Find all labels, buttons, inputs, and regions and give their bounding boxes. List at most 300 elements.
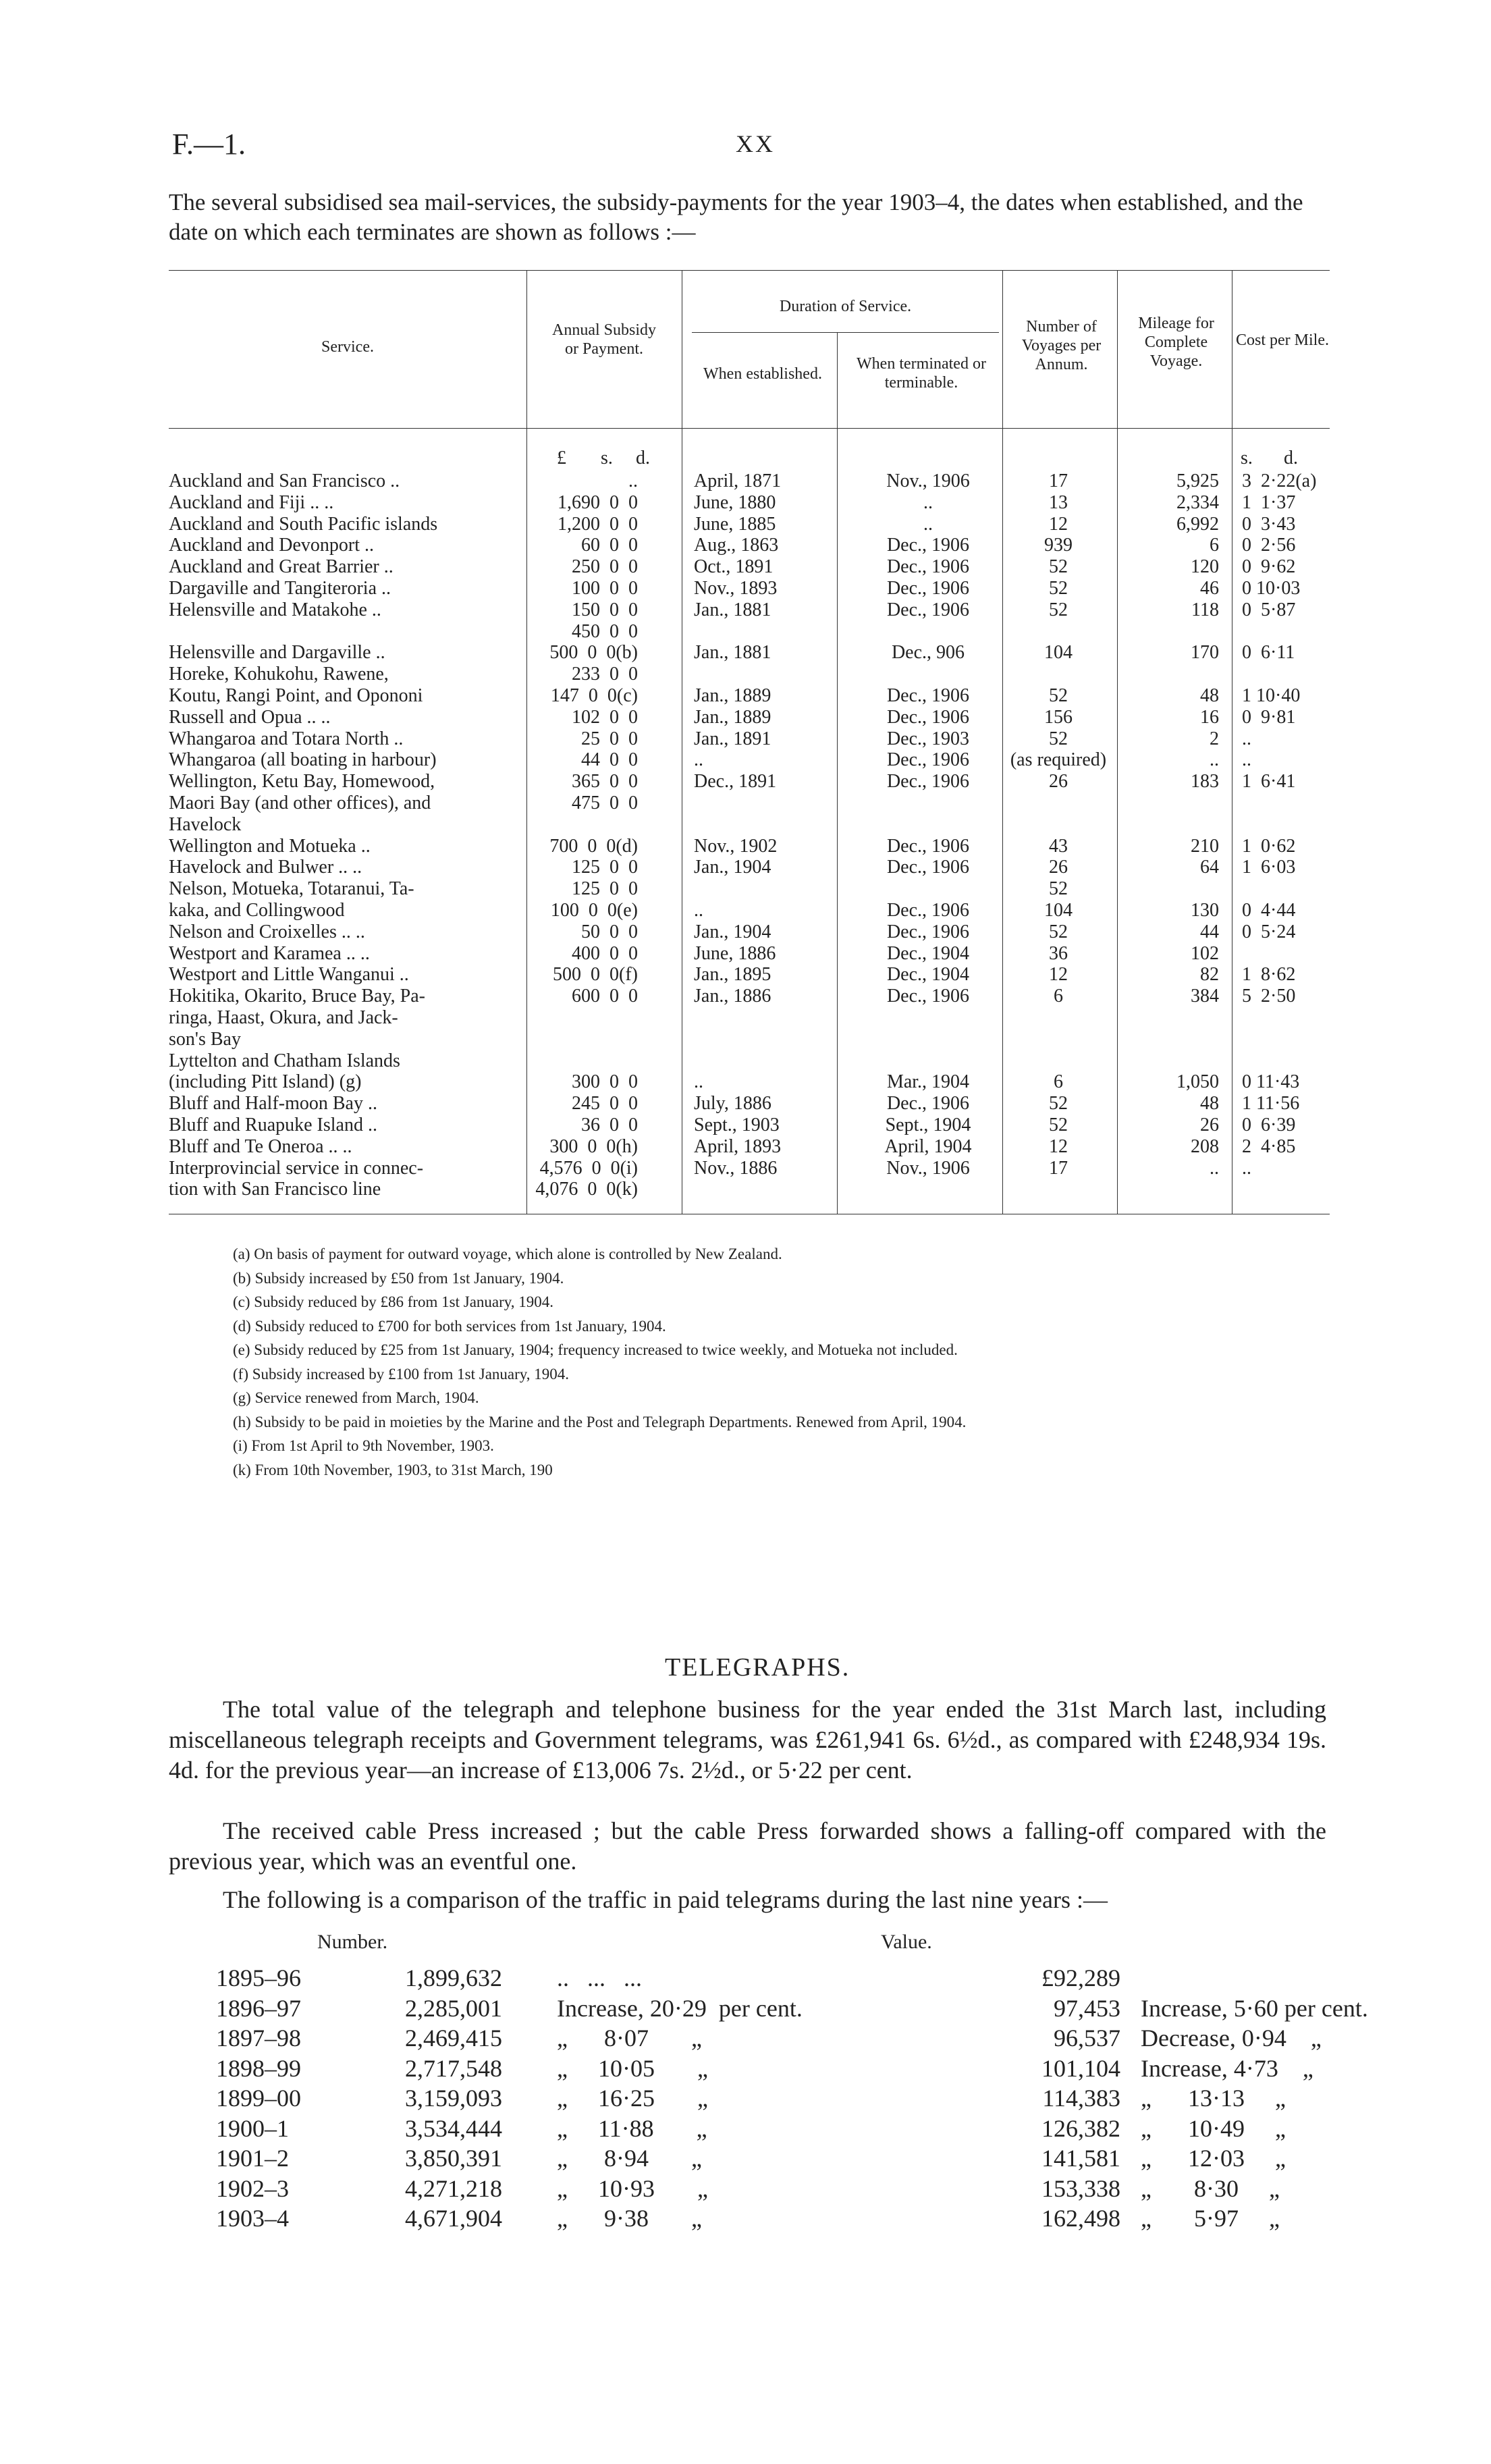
cell-voyages: 17 <box>1049 1157 1068 1179</box>
traffic-year: 1898–99 <box>216 2054 301 2082</box>
traffic-value: 101,104 <box>1041 2054 1120 2082</box>
cell-voyages: 52 <box>1049 1115 1068 1135</box>
cell-subsidy: 600 0 0 <box>572 986 638 1007</box>
traffic-change: „ 16·25 „ <box>557 2085 708 2112</box>
cell-subsidy: 102 0 0 <box>572 706 638 728</box>
cell-service: kaka, and Collingwood <box>169 900 345 921</box>
traffic-number: 1,899,632 <box>405 1964 502 1991</box>
cell-mileage: 16 <box>1200 706 1219 728</box>
cell-terminated: Dec., 1906 <box>886 749 970 771</box>
cell-voyages: 43 <box>1049 835 1068 857</box>
traffic-value: 96,537 <box>1054 2025 1120 2052</box>
cell-cost: 3 2·22(a) <box>1242 471 1317 491</box>
cell-subsidy: 300 0 0 <box>572 1071 638 1093</box>
cell-established: Nov., 1893 <box>694 578 778 599</box>
cell-established: Jan., 1904 <box>694 857 771 878</box>
footnote: (c) Subsidy reduced by £86 from 1st January, 1904. <box>233 1293 554 1310</box>
traffic-number: 3,534,444 <box>405 2114 502 2142</box>
cell-mileage: 46 <box>1200 578 1219 599</box>
cell-voyages: 12 <box>1049 513 1068 535</box>
cell-service: Westport and Karamea .. .. <box>169 942 370 964</box>
cell-established: Jan., 1889 <box>694 706 771 728</box>
cell-terminated: Dec., 1906 <box>886 578 970 599</box>
cell-service: ringa, Haast, Okura, and Jack- <box>169 1007 398 1028</box>
cell-subsidy: 147 0 0(c) <box>550 685 638 706</box>
cell-mileage: 170 <box>1191 642 1219 664</box>
traffic-vchange: „ 5·97 „ <box>1141 2205 1280 2232</box>
cell-established: April, 1893 <box>694 1135 782 1157</box>
traffic-number: 4,671,904 <box>405 2205 502 2232</box>
cell-mileage: 210 <box>1191 835 1219 857</box>
table-row <box>169 534 1330 557</box>
cell-terminated: Dec., 1906 <box>886 900 970 921</box>
cell-subsidy: 500 0 0(b) <box>549 642 638 664</box>
cell-terminated: Dec., 1906 <box>886 986 970 1007</box>
footnote: (b) Subsidy increased by £50 from 1st January, 1904. <box>233 1269 564 1287</box>
cell-cost: 5 2·50 <box>1242 986 1296 1007</box>
cell-terminated: Dec., 1906 <box>886 857 970 878</box>
cell-terminated: Nov., 1906 <box>886 471 970 491</box>
traffic-year: 1895–96 <box>216 1964 301 1991</box>
table-row <box>169 963 1330 986</box>
header-cost: Cost per Mile. <box>1236 331 1329 349</box>
table-row <box>169 641 1330 664</box>
traffic-year: 1902–3 <box>216 2174 289 2202</box>
table-row <box>169 1071 1330 1094</box>
cell-voyages: 939 <box>1044 535 1073 556</box>
cell-subsidy: 475 0 0 <box>572 793 638 813</box>
table-row <box>169 1114 1330 1137</box>
cell-service: Auckland and Great Barrier .. <box>169 556 394 578</box>
traffic-vchange: „ 12·03 „ <box>1141 2145 1286 2172</box>
table-row <box>169 663 1330 686</box>
traffic-value: 153,338 <box>1041 2174 1120 2202</box>
cell-voyages: 52 <box>1049 578 1068 599</box>
traffic-number: 3,159,093 <box>405 2085 502 2112</box>
cell-subsidy: .. <box>628 471 638 491</box>
cell-established: .. <box>694 1071 703 1093</box>
cell-mileage: 82 <box>1200 964 1219 986</box>
cell-service: Havelock <box>169 813 242 835</box>
cell-service: Helensville and Matakohe .. <box>169 599 381 620</box>
traffic-year: 1896–97 <box>216 1994 301 2022</box>
header-established: When established. <box>703 365 822 383</box>
cell-mileage: 118 <box>1191 599 1219 620</box>
footnote: (k) From 10th November, 1903, to 31st March, 190 <box>233 1461 553 1478</box>
cell-service: Nelson, Motueka, Totaranui, Ta- <box>169 878 414 900</box>
traffic-number: 2,717,548 <box>405 2054 502 2082</box>
cell-service: Horeke, Kohukohu, Rawene, <box>169 664 389 685</box>
cell-subsidy: 25 0 0 <box>581 728 638 749</box>
cell-service: Hokitika, Okarito, Bruce Bay, Pa- <box>169 986 425 1007</box>
cell-service: Wellington and Motueka .. <box>169 835 371 857</box>
cell-terminated: Dec., 1906 <box>886 556 970 578</box>
cell-subsidy: 4,076 0 0(k) <box>535 1179 638 1200</box>
traffic-change: .. ... ... <box>557 1964 642 1991</box>
table-row <box>169 728 1330 751</box>
cell-terminated: April, 1904 <box>884 1135 972 1157</box>
header-subsidy: Annual Subsidy or Payment. <box>551 321 656 358</box>
table-row <box>169 685 1330 707</box>
table-row <box>169 985 1330 1008</box>
cell-cost: 0 5·24 <box>1242 921 1296 942</box>
cell-established: Jan., 1904 <box>694 921 771 942</box>
traffic-value: 162,498 <box>1041 2205 1120 2232</box>
cell-service: Havelock and Bulwer .. .. <box>169 857 362 878</box>
cell-subsidy: 36 0 0 <box>581 1115 638 1135</box>
traffic-year: 1903–4 <box>216 2205 289 2232</box>
table-row <box>169 470 1330 493</box>
telegraphs-paragraph-2: The received cable Press increased ; but the cable Press forwarded shows a falling-off compared with the previous year, which was an eventful one. <box>169 1817 1326 1875</box>
cell-terminated: Dec., 1904 <box>886 964 970 986</box>
cell-established: June, 1885 <box>694 513 776 535</box>
cell-terminated: Nov., 1906 <box>886 1157 970 1179</box>
cell-service: Dargaville and Tangiteroria .. <box>169 578 391 599</box>
traffic-vchange: Increase, 5·60 per cent. <box>1141 1994 1368 2022</box>
table-row <box>169 513 1330 536</box>
cell-voyages: 6 <box>1054 986 1063 1007</box>
cell-mileage: 64 <box>1200 857 1219 878</box>
traffic-change: „ 11·88 „ <box>557 2114 707 2142</box>
cell-voyages: 12 <box>1049 964 1068 986</box>
footnote: (e) Subsidy reduced by £25 from 1st January, 1904; frequency increased to twice weekly, and Motueka not included. <box>233 1341 958 1358</box>
cell-subsidy: 60 0 0 <box>581 535 638 556</box>
cell-established: Jan., 1886 <box>694 986 771 1007</box>
cell-service: Lyttelton and Chatham Islands <box>169 1050 400 1071</box>
cell-cost: 1 6·03 <box>1242 857 1296 878</box>
cell-mileage: 48 <box>1200 1093 1219 1115</box>
cell-established: April, 1871 <box>694 471 782 491</box>
footnotes <box>233 1242 966 1482</box>
table-row <box>169 899 1330 922</box>
cell-service: son's Bay <box>169 1028 241 1050</box>
cell-cost: 0 4·44 <box>1242 900 1296 921</box>
cell-mileage: 6 <box>1210 535 1219 556</box>
cell-subsidy: 100 0 0(e) <box>550 900 638 921</box>
header-terminated: When terminated or terminable. <box>857 355 986 392</box>
cell-terminated: Dec., 1906 <box>886 706 970 728</box>
cell-established: Nov., 1886 <box>694 1157 778 1179</box>
traffic-year: 1897–98 <box>216 2025 301 2052</box>
cell-established: Jan., 1891 <box>694 728 771 749</box>
cell-voyages: 17 <box>1049 471 1068 491</box>
header-service: Service. <box>321 338 374 356</box>
cell-established: Sept., 1903 <box>694 1115 780 1135</box>
unit-cost-shillings: s. <box>1241 448 1253 468</box>
cell-established: Jan., 1881 <box>694 599 771 620</box>
col-value-label: Value. <box>881 1931 932 1953</box>
footnote: (h) Subsidy to be paid in moieties by the Marine and the Post and Telegraph Departments. Renewed from April, 1904. <box>233 1413 967 1430</box>
table-row <box>169 599 1330 622</box>
cell-subsidy: 233 0 0 <box>572 664 638 685</box>
cell-cost: 1 8·62 <box>1242 964 1296 986</box>
cell-terminated: .. <box>923 491 933 513</box>
intro-paragraph: The several subsidised sea mail-services, the subsidy-payments for the year 1903–4, the dates when established, and the date on which each terminates are shown as follows :— <box>169 189 1303 245</box>
table-row <box>169 577 1330 600</box>
cell-cost: 0 2·56 <box>1242 535 1296 556</box>
cell-cost: 0 11·43 <box>1242 1071 1300 1093</box>
cell-voyages: 12 <box>1049 1135 1068 1157</box>
unit-shillings: s. <box>601 448 613 468</box>
unit-cost-pence: d. <box>1284 448 1298 468</box>
traffic-change: „ 10·05 „ <box>557 2054 708 2082</box>
cell-voyages: 13 <box>1049 491 1068 513</box>
cell-mileage: .. <box>1210 1157 1219 1179</box>
units-row <box>169 447 1330 470</box>
cell-terminated: Dec., 1906 <box>886 921 970 942</box>
cell-terminated: Dec., 1906 <box>886 685 970 706</box>
cell-subsidy: 400 0 0 <box>572 942 638 964</box>
header-voyages: Number of Voyages per Annum. <box>1021 318 1102 373</box>
cell-terminated: Mar., 1904 <box>886 1071 970 1093</box>
table-row <box>169 1135 1330 1158</box>
table-row <box>169 770 1330 793</box>
cell-cost: 2 4·85 <box>1242 1135 1296 1157</box>
cell-voyages: 52 <box>1049 1093 1068 1115</box>
cell-voyages: 104 <box>1044 900 1073 921</box>
cell-terminated: Dec., 1906 <box>886 599 970 620</box>
traffic-number: 3,850,391 <box>405 2145 502 2172</box>
cell-service: Bluff and Half-moon Bay .. <box>169 1093 377 1115</box>
unit-pence: d. <box>636 448 650 468</box>
cell-mileage: 26 <box>1200 1115 1219 1135</box>
cell-mileage: 384 <box>1191 986 1219 1007</box>
table-row <box>169 835 1330 858</box>
unit-pounds: £ <box>557 448 566 468</box>
table-header-rule <box>169 428 1330 429</box>
cell-service: Auckland and Devonport .. <box>169 535 375 556</box>
table-row <box>169 1092 1330 1115</box>
cell-mileage: 2 <box>1210 728 1219 749</box>
cell-established: Aug., 1863 <box>694 535 779 556</box>
table-row <box>169 749 1330 772</box>
traffic-value: 141,581 <box>1041 2145 1120 2172</box>
cell-service: Nelson and Croixelles .. .. <box>169 921 365 942</box>
cell-service: tion with San Francisco line <box>169 1179 381 1200</box>
cell-mileage: 44 <box>1200 921 1219 942</box>
traffic-vchange: Increase, 4·73 „ <box>1141 2054 1313 2082</box>
cell-cost: 0 9·81 <box>1242 706 1296 728</box>
cell-mileage: 183 <box>1191 771 1219 793</box>
cell-established: Oct., 1891 <box>694 556 774 578</box>
cell-established: July, 1886 <box>694 1093 771 1115</box>
cell-established: Jan., 1881 <box>694 642 771 664</box>
cell-voyages: 52 <box>1049 556 1068 578</box>
cell-cost: 0 5·87 <box>1242 599 1296 620</box>
cell-terminated: Sept., 1904 <box>885 1115 971 1135</box>
cell-terminated: Dec., 1906 <box>886 535 970 556</box>
cell-voyages: 52 <box>1049 878 1068 900</box>
cell-mileage: 1,050 <box>1176 1071 1219 1093</box>
telegraphs-paragraph-1: The total value of the telegraph and telephone business for the year ended the 31st March last, including miscellaneous telegraph receipts and Government telegrams, was £261,941 6s. 6½d., as compared with £248,934 19s. 4d. for the previous year—an increase of £13,006 7s. 2½d., or 5·22 per cent. <box>169 1696 1326 1784</box>
cell-subsidy: 4,576 0 0(i) <box>539 1157 638 1179</box>
cell-subsidy: 1,200 0 0 <box>558 513 638 535</box>
table-row <box>169 813 1330 836</box>
header-duration: Duration of Service. <box>779 298 912 315</box>
footnote: (f) Subsidy increased by £100 from 1st January, 1904. <box>233 1365 570 1383</box>
cell-cost: 0 9·62 <box>1242 556 1296 578</box>
cell-cost: 1 0·62 <box>1242 835 1296 857</box>
traffic-change: „ 10·93 „ <box>557 2174 708 2202</box>
cell-subsidy: 250 0 0 <box>572 556 638 578</box>
cell-service: Wellington, Ketu Bay, Homewood, <box>169 771 435 793</box>
cell-subsidy: 50 0 0 <box>581 921 638 942</box>
cell-voyages: 26 <box>1049 771 1068 793</box>
table-row <box>169 706 1330 729</box>
cell-subsidy: 450 0 0 <box>572 620 638 642</box>
page-number: XX <box>736 130 775 157</box>
traffic-vchange: „ 10·49 „ <box>1141 2114 1286 2142</box>
table-row <box>169 556 1330 579</box>
cell-cost: 1 6·41 <box>1242 771 1296 793</box>
cell-mileage: 120 <box>1191 556 1219 578</box>
traffic-change: „ 8·07 „ <box>557 2025 702 2052</box>
cell-cost: 1 11·56 <box>1242 1093 1300 1115</box>
cell-cost: 1 10·40 <box>1242 685 1301 706</box>
traffic-change: „ 8·94 „ <box>557 2145 702 2172</box>
table-row <box>169 1007 1330 1029</box>
traffic-value: 114,383 <box>1042 2085 1120 2112</box>
footnote: (d) Subsidy reduced to £700 for both services from 1st January, 1904. <box>233 1317 666 1335</box>
traffic-change: „ 9·38 „ <box>557 2205 702 2232</box>
cell-subsidy: 365 0 0 <box>572 771 638 793</box>
cell-service: Bluff and Te Oneroa .. .. <box>169 1135 352 1157</box>
cell-voyages: 36 <box>1049 942 1068 964</box>
cell-voyages: 52 <box>1049 685 1068 706</box>
table-row <box>169 878 1330 901</box>
traffic-number: 2,469,415 <box>405 2025 502 2052</box>
table-row <box>169 792 1330 815</box>
cell-service: Auckland and San Francisco .. <box>169 471 400 491</box>
cell-service: Interprovincial service in connec- <box>169 1157 424 1179</box>
page-code: F.—1. <box>172 128 246 161</box>
traffic-vchange: „ 13·13 „ <box>1141 2085 1286 2112</box>
cell-cost: 1 1·37 <box>1242 491 1296 513</box>
telegraphs-paragraph-3: The following is a comparison of the traffic in paid telegrams during the last nine years :— <box>223 1886 1108 1913</box>
cell-cost: .. <box>1242 749 1251 771</box>
cell-voyages: 52 <box>1049 599 1068 620</box>
cell-terminated: Dec., 1906 <box>886 771 970 793</box>
cell-service: Westport and Little Wanganui .. <box>169 964 409 986</box>
cell-mileage: 208 <box>1191 1135 1219 1157</box>
cell-service: Auckland and South Pacific islands <box>169 513 438 535</box>
cell-cost: .. <box>1242 728 1251 749</box>
table-row <box>169 1050 1330 1073</box>
cell-service: Whangaroa (all boating in harbour) <box>169 749 437 771</box>
cell-terminated: Dec., 1906 <box>886 835 970 857</box>
cell-terminated: Dec., 1903 <box>886 728 970 749</box>
traffic-change: Increase, 20·29 per cent. <box>557 1994 803 2022</box>
cell-subsidy: 150 0 0 <box>572 599 638 620</box>
telegraphs-title: TELEGRAPHS. <box>665 1653 850 1682</box>
cell-mileage: 48 <box>1200 685 1219 706</box>
cell-mileage: 102 <box>1191 942 1219 964</box>
cell-established: June, 1886 <box>694 942 776 964</box>
cell-subsidy: 44 0 0 <box>581 749 638 771</box>
cell-mileage: .. <box>1210 749 1219 771</box>
cell-subsidy: 300 0 0(h) <box>549 1135 638 1157</box>
cell-subsidy: 100 0 0 <box>572 578 638 599</box>
cell-terminated: .. <box>923 513 933 535</box>
cell-established: Dec., 1891 <box>694 771 777 793</box>
table-row <box>169 1028 1330 1051</box>
cell-voyages: (as required) <box>1010 749 1107 771</box>
cell-subsidy: 500 0 0(f) <box>553 964 638 986</box>
traffic-number: 2,285,001 <box>405 1994 502 2022</box>
cell-voyages: 52 <box>1049 728 1068 749</box>
cell-voyages: 104 <box>1044 642 1073 664</box>
cell-service: Russell and Opua .. .. <box>169 706 331 728</box>
table-row <box>169 856 1330 879</box>
cell-established: .. <box>694 900 703 921</box>
traffic-number: 4,271,218 <box>405 2174 502 2202</box>
cell-mileage: 2,334 <box>1176 491 1219 513</box>
cell-cost: 0 10·03 <box>1242 578 1301 599</box>
table-row <box>169 921 1330 944</box>
cell-established: Jan., 1895 <box>694 964 771 986</box>
cell-service: Maori Bay (and other offices), and <box>169 793 431 813</box>
traffic-year: 1899–00 <box>216 2085 301 2112</box>
cell-terminated: Dec., 1904 <box>886 942 970 964</box>
duration-rule <box>692 332 999 333</box>
cell-cost: .. <box>1242 1157 1251 1179</box>
cell-mileage: 6,992 <box>1176 513 1219 535</box>
cell-terminated: Dec., 1906 <box>886 1093 970 1115</box>
cell-cost: 0 3·43 <box>1242 513 1296 535</box>
traffic-vchange: Decrease, 0·94 „ <box>1141 2025 1322 2052</box>
cell-service: Auckland and Fiji .. .. <box>169 491 334 513</box>
traffic-value: £92,289 <box>1041 1964 1120 1991</box>
cell-subsidy: 700 0 0(d) <box>549 835 638 857</box>
table-row <box>169 620 1330 643</box>
cell-established: .. <box>694 749 703 771</box>
header-mileage: Mileage for Complete Voyage. <box>1138 315 1214 370</box>
cell-service: Koutu, Rangi Point, and Opononi <box>169 685 423 706</box>
traffic-year: 1901–2 <box>216 2145 289 2172</box>
traffic-vchange: „ 8·30 „ <box>1141 2174 1280 2202</box>
cell-mileage: 5,925 <box>1176 471 1219 491</box>
cell-subsidy: 245 0 0 <box>572 1093 638 1115</box>
traffic-year: 1900–1 <box>216 2114 289 2142</box>
cell-cost: 0 6·39 <box>1242 1115 1296 1135</box>
cell-subsidy: 125 0 0 <box>572 857 638 878</box>
footnote: (i) From 1st April to 9th November, 1903. <box>233 1437 494 1454</box>
cell-service: (including Pitt Island) (g) <box>169 1071 362 1093</box>
cell-voyages: 156 <box>1044 706 1073 728</box>
cell-voyages: 52 <box>1049 921 1068 942</box>
table-top-rule <box>169 270 1330 271</box>
cell-service: Helensville and Dargaville .. <box>169 642 385 664</box>
cell-voyages: 6 <box>1054 1071 1063 1093</box>
footnote: (g) Service renewed from March, 1904. <box>233 1389 479 1406</box>
traffic-value: 126,382 <box>1041 2114 1120 2142</box>
cell-mileage: 130 <box>1191 900 1219 921</box>
cell-subsidy: 125 0 0 <box>572 878 638 900</box>
table-row <box>169 491 1330 514</box>
cell-established: Nov., 1902 <box>694 835 778 857</box>
cell-cost: 0 6·11 <box>1242 642 1295 664</box>
table-row <box>169 1178 1330 1201</box>
cell-service: Bluff and Ruapuke Island .. <box>169 1115 377 1135</box>
cell-established: Jan., 1889 <box>694 685 771 706</box>
col-number-label: Number. <box>317 1931 388 1953</box>
cell-established: June, 1880 <box>694 491 776 513</box>
cell-voyages: 26 <box>1049 857 1068 878</box>
footnote: (a) On basis of payment for outward voyage, which alone is controlled by New Zealand. <box>233 1246 782 1262</box>
cell-service: Whangaroa and Totara North .. <box>169 728 404 749</box>
cell-subsidy: 1,690 0 0 <box>558 491 638 513</box>
traffic-value: 97,453 <box>1054 1994 1120 2022</box>
